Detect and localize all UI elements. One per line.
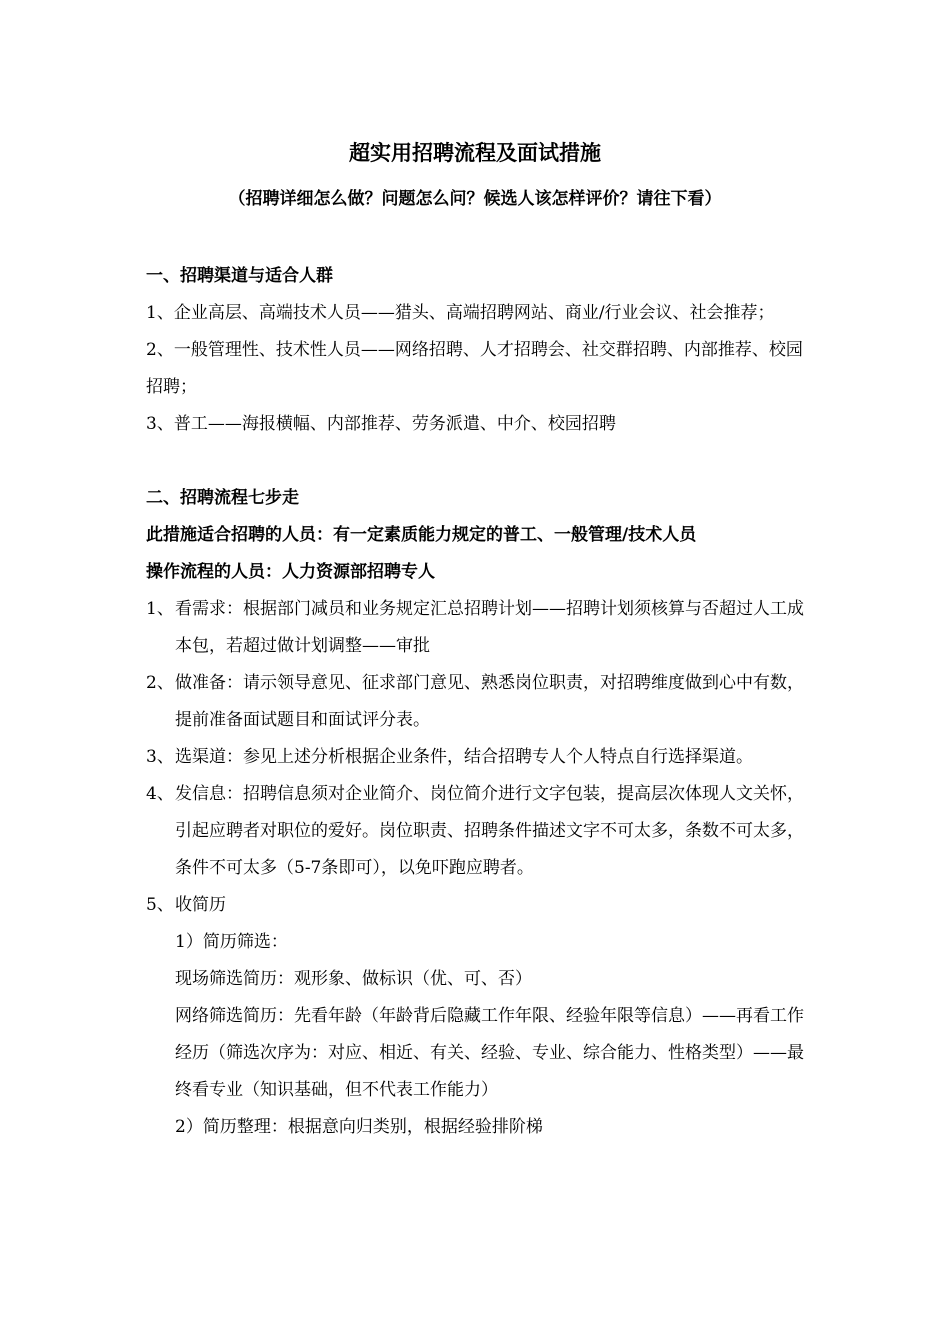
- online-screening: 网络筛选简历：先看年龄（年龄背后隐藏工作年限、经验年限等信息）——再看工作经历（筛选次序为：对应、相近、有关、经验、专业、综合能力、性格类型）——最终看专业（知识基础，但不代表工作能力）: [175, 1006, 804, 1100]
- onsite-screening: 现场筛选简历：观形象、做标识（优、可、否）: [175, 969, 532, 989]
- step-text: 发信息：招聘信息须对企业简介、岗位简介进行文字包装，提高层次体现人文关怀，引起应聘者对职位的爱好。岗位职责、招聘条件描述文字不可太多，条数不可太多，条件不可太多（5-7条即可），以免吓跑应聘者。: [175, 784, 804, 878]
- applicable-staff-note: 此措施适合招聘的人员：有一定素质能力规定的普工、一般管理/技术人员: [146, 525, 697, 545]
- resume-screening-title: 1）简历筛选：: [175, 932, 288, 952]
- step-text: 做准备：请示领导意见、征求部门意见、熟悉岗位职责，对招聘维度做到心中有数，提前准备面试题目和面试评分表。: [175, 673, 804, 730]
- step-text: 看需求：根据部门减员和业务规定汇总招聘计划——招聘计划须核算与否超过人工成本包，若超过做计划调整——审批: [175, 599, 804, 656]
- step-text: 选渠道：参见上述分析根据企业条件，结合招聘专人个人特点自行选择渠道。: [175, 747, 753, 767]
- document-body: [146, 258, 810, 1146]
- channel-item-3: 3、普工——海报横幅、内部推荐、劳务派遣、中介、校园招聘: [146, 414, 616, 434]
- step-number: 4、: [146, 784, 174, 804]
- step-number: 2、: [146, 673, 174, 693]
- step-text: 收简历: [175, 895, 226, 915]
- step-number: 5、: [146, 895, 174, 915]
- process-step-1: [146, 591, 810, 665]
- channel-item-1: 1、企业高层、高端技术人员——猎头、高端招聘网站、商业/行业会议、社会推荐；: [146, 303, 775, 323]
- section-1-heading: 一、招聘渠道与适合人群: [146, 266, 333, 286]
- section-2-heading: 二、招聘流程七步走: [146, 488, 299, 508]
- spacer: [146, 443, 810, 480]
- process-step-2: [146, 665, 810, 739]
- process-step-3: [146, 739, 810, 776]
- step-number: 1、: [146, 599, 174, 619]
- resume-organizing: 2）简历整理：根据意向归类别，根据经验排阶梯: [175, 1117, 543, 1137]
- process-step-4: [146, 776, 810, 887]
- operator-note: 操作流程的人员：人力资源部招聘专人: [146, 562, 435, 582]
- process-step-5: [146, 887, 810, 924]
- document-title: 超实用招聘流程及面试措施: [349, 140, 601, 165]
- document-subtitle: （招聘详细怎么做？问题怎么问？候选人该怎样评价？请往下看）: [228, 189, 722, 209]
- channel-item-2: 2、一般管理性、技术性人员——网络招聘、人才招聘会、社交群招聘、内部推荐、校园招聘；: [146, 340, 803, 397]
- step-number: 3、: [146, 747, 174, 767]
